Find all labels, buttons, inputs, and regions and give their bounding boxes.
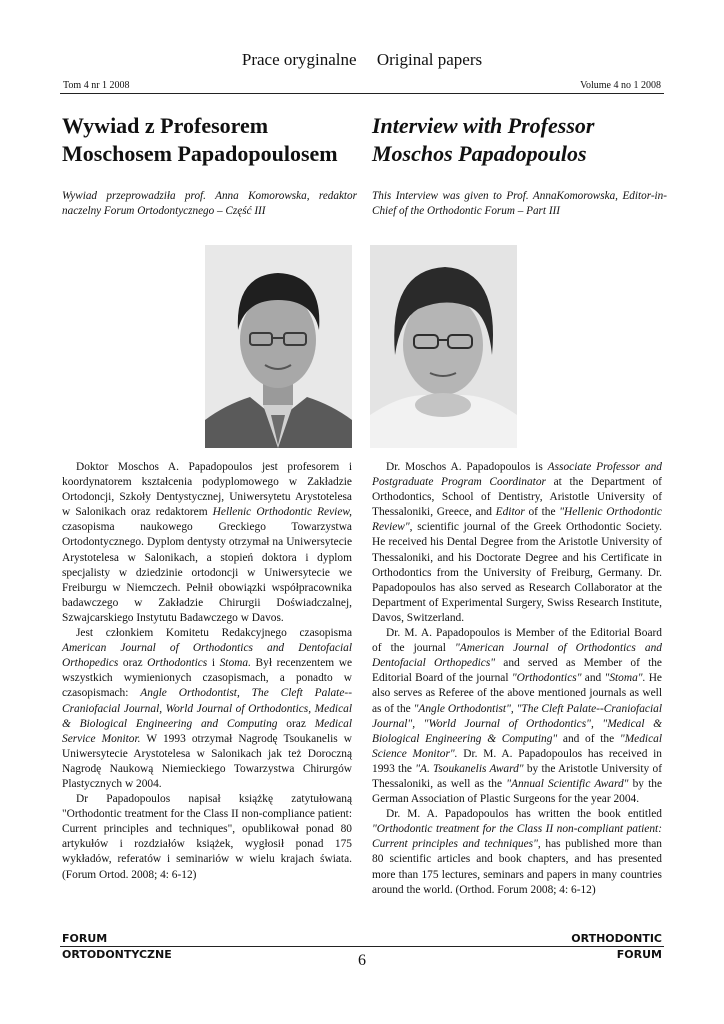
journal-name: Angle Orthodontist, The Cleft Palate--Craniofacial Journal, World Journal of Orthodontics, Medical & Biological Engineering and Computing: [62, 687, 352, 730]
portrait-photo-female: [370, 245, 517, 448]
text-run: Dr. M. A. Papadopoulos has received in 1993 the: [372, 747, 663, 775]
text-run: and of the: [557, 732, 620, 745]
body-column-en: [372, 460, 662, 898]
title-pl-line2: Moschosem Papadopoulosem: [62, 141, 338, 166]
journal-name: Stoma.: [219, 657, 251, 670]
section-header: [0, 50, 724, 70]
portrait-male-image: [205, 245, 352, 448]
volume-pl: Tom 4 nr 1 2008: [63, 80, 130, 91]
footer-rule: [60, 946, 664, 947]
title-pl-line1: Wywiad z Profesorem: [62, 113, 269, 138]
title-en-line2: Moschos Papadopoulos: [372, 141, 587, 166]
text-run: oraz: [277, 717, 315, 730]
book-title: "Orthodontic treatment for the Class II non-compliant patient: Current principles and techniques": [372, 823, 662, 851]
journal-name: "Angle Orthodontist", "The Cleft Palate--Craniofacial Journal", "World Journal of Orthodontics", "Medical & Biological Engineering & Computing": [372, 702, 662, 745]
journal-name: "Orthodontics": [511, 672, 582, 685]
journal-name: "Medical Science Monitor".: [372, 732, 663, 760]
body-en-paragraph-2: [372, 626, 662, 807]
text-run: W 1993 otrzymał Nagrodę Tsoukanelis w Uniwersytecie Arystotelesa w Salonikach jak też Doroczną Nagrodę Naukową Niemieckiego Towarzystwa Chirurgów Plastycznych w 2004.: [62, 732, 352, 790]
subtitle-pl: Wywiad przeprowadziła prof. Anna Komorowska, redaktor naczelny Forum Ortodontycznego – Część III: [62, 190, 357, 217]
text-run: and: [581, 672, 605, 685]
role-title: Editor: [495, 506, 525, 519]
text-run: Dr. M. A. Papadopoulos has written the book entitled: [386, 808, 662, 821]
header-rule: [60, 93, 664, 94]
text-run: of the: [524, 506, 560, 519]
text-run: Dr. Moschos A. Papadopoulos is: [386, 461, 548, 473]
journal-name: "Stoma".: [604, 672, 646, 685]
body-pl-paragraph-3: Dr Papadopoulos napisał książkę zatytułowaną "Orthodontic treatment for the Class II non-compliance patient: Current principles and techniques", opublikował ponad 80 artykułów i rozdziałów książek, wygłosił ponad 175 wykładów, referatów i seminariów w wielu krajach świata. (Forum Ortod. 2008; 4: 6-12): [62, 793, 352, 881]
text-run: i: [207, 657, 220, 670]
text-run: Był recenzentem we wszystkich wymienionych czasopismach, a ponadto w czasopismach:: [62, 657, 352, 700]
footer-journal-en-line2: FORUM: [616, 948, 662, 961]
article-title-pl: [62, 112, 362, 168]
article-title-en: [372, 112, 672, 168]
text-run: Jest członkiem Komitetu Redakcyjnego czasopisma: [76, 627, 352, 640]
footer-journal-pl-line2: ORTODONTYCZNE: [62, 948, 172, 961]
subtitle-en: This Interview was given to Prof. AnnaKomorowska, Editor-in-Chief of the Orthodontic Forum – Part III: [372, 190, 667, 217]
text-run: , has published more than 80 scientific articles and book chapters, and has presented more than 175 lectures, seminars and papers in many countries around the world. (Orthod. Forum 2008; 4: 6-12): [372, 838, 662, 896]
page-number: 6: [358, 952, 366, 969]
text-run: by the German Association of Plastic Surgeons for the year 2004.: [372, 777, 662, 806]
body-en-paragraph-1: [372, 460, 662, 626]
journal-name: "American Journal of Orthodontics and Dentofacial Orthopedics": [372, 642, 662, 670]
title-en-line1: Interview with Professor: [372, 113, 595, 138]
text-run: czasopisma naukowego Greckiego Towarzystwa Ortodontycznego. Dyplom dentysty otrzymał na Uniwersytecie Arystotelesa w Salonikach, a stopień doktora i dyplom specjalisty w dziedzinie ortodoncji w Uniwersytecie we Freiburgu w Niemczech. Pełnił obowiązki współpracownika badawczego w Zakładzie Chirurgii Doświadczalnej, Szwajcarskiego Instytutu Badawczego w Davos.: [62, 521, 352, 624]
footer-journal-en-line1: ORTHODONTIC: [571, 932, 662, 945]
portrait-female-image: [370, 245, 517, 448]
text-run: He also serves as Referee of the above mentioned journals as well as of the: [372, 672, 662, 715]
journal-name: Orthodontics: [147, 657, 208, 670]
text-run: Dr. M. A. Papadopoulos is Member of the Editorial Board of the journal: [372, 627, 662, 655]
text-run: and served as Member of the Editorial Board of the journal: [372, 657, 662, 685]
body-pl-paragraph-2: [62, 626, 352, 792]
text-run: at the Department of Orthodontics, School of Dentistry, Aristotle University of Thessaloniki, Greece, and: [372, 476, 662, 519]
volume-en: Volume 4 no 1 2008: [580, 80, 661, 91]
text-run: Doktor Moschos A. Papadopoulos jest profesorem i koordynatorem kształcenia podyplomowego w Zakładzie Ortodoncji, Szkoły Dentystycznej, Uniwersytetu Arystotelesa w Salonikach oraz redaktorem: [62, 461, 352, 519]
role-title: Associate Professor and Postgraduate Program Coordinator: [372, 461, 662, 489]
award-name: "Annual Scientific Award": [506, 777, 629, 790]
portrait-photo-male: [205, 245, 352, 448]
footer-journal-pl-line1: FORUM: [62, 932, 108, 945]
body-pl-paragraph-1: [62, 460, 352, 626]
body-column-pl: [62, 460, 352, 883]
text-run: oraz: [118, 657, 148, 670]
body-en-paragraph-3: [372, 807, 662, 898]
award-name: "A. Tsoukanelis Award": [415, 762, 524, 775]
section-title-en: Original papers: [376, 50, 483, 69]
section-title-pl: Prace oryginalne: [241, 50, 357, 69]
journal-name: "Hellenic Orthodontic Review": [372, 506, 662, 534]
text-run: by the Aristotle University of Thessaloniki, as well as the: [372, 762, 662, 790]
journal-name: Hellenic Orthodontic Review,: [212, 506, 352, 519]
journal-name: Medical Service Monitor.: [62, 717, 353, 745]
text-run: , scientific journal of the Greek Orthodontic Society. He received his Dental Degree from the Aristotle University of Thessaloniki, and his Doctorate Degree and his Certificate in Orthodontics from the University of Freiburg, Germany. Dr. Papadopoulos has also served as Research Collaborator at the Department of Experimental Surgery, Swiss Research Institute, Davos, Switzerland.: [372, 521, 662, 624]
journal-name: American Journal of Orthodontics and Dentofacial Orthopedics: [62, 642, 352, 670]
